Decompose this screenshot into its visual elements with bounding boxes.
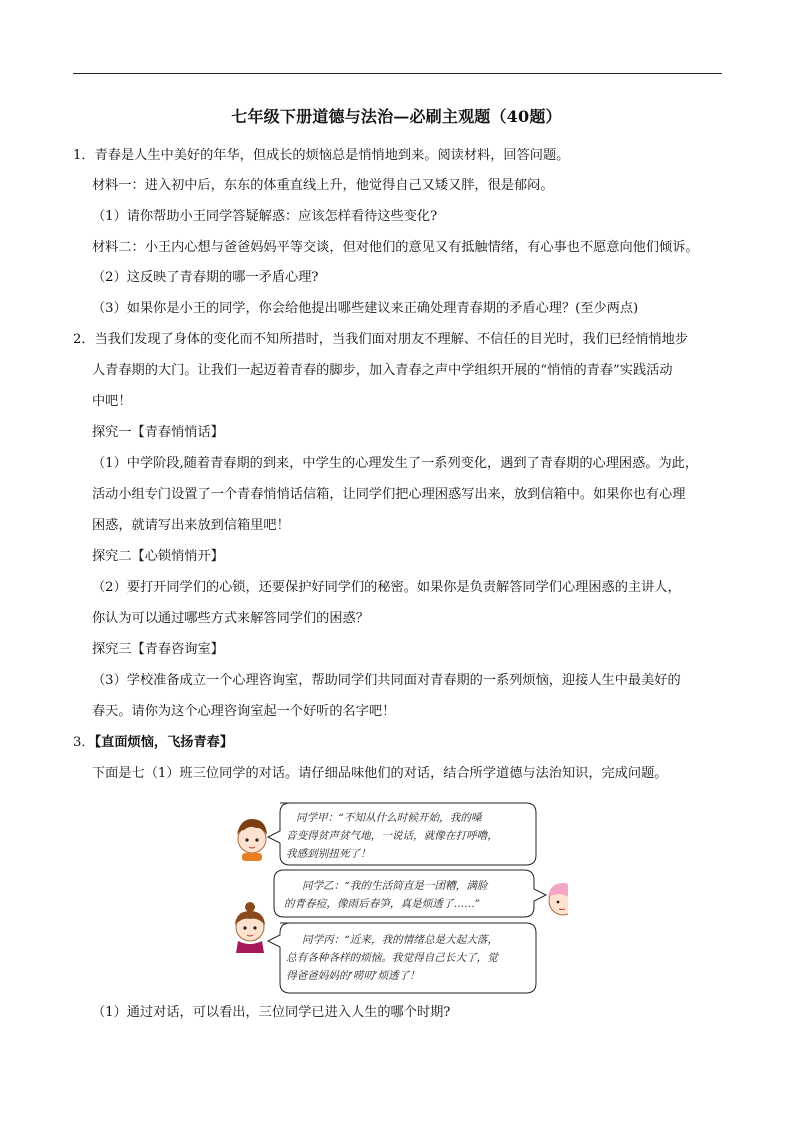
q2-part-2-line-1: （2）要打开同学们的心锁，还要保护好同学们的秘密。如果你是负责解答同学们心理困惑的主讲人， [92,580,681,595]
question-1-stem [73,147,569,165]
question-text: 当我们发现了身体的变化而不知所措时，当我们面对朋友不理解、不信任的目光时，我们已经悄悄地步 [94,332,689,347]
q2-topic-1: 探究一【青春悄悄话】 [92,425,224,440]
student-b-avatar [548,883,568,915]
bubble-c-line-3: 得爸爸妈妈的‘唠叨’烦透了！ [286,970,420,982]
q1-material-1: 材料一：进入初中后，东东的体重直线上升，他觉得自己又矮又胖，很是郁闷。 [92,178,554,193]
bubble-b-line-1: 同学乙：“我的生活简直是一团糟，满脸 [302,880,488,892]
question-heading: 【直面烦恼，飞扬青春】 [94,735,234,750]
q2-part-1-line-2: 活动小组专门设置了一个青春悄悄话信箱，让同学们把心理困惑写出来，放到信箱中。如果你也有心理 [92,487,686,502]
question-number: 2． [73,332,95,347]
q1-sub-3: （3）如果你是小王的同学，你会给他提出哪些建议来正确处理青春期的矛盾心理？(至少两点) [92,301,639,316]
question-text: 青春是人生中美好的年华，但成长的烦恼总是悄悄地到来。阅读材料，回答问题。 [94,148,570,163]
q2-part-1-line-1: （1）中学阶段,随着青春期的到来，中学生的心理发生了一系列变化，遇到了青春期的心理困惑。为此， [92,456,699,471]
bubble-c-line-2: 总有各种各样的烦恼。我觉得自己长大了，觉 [286,952,498,964]
header-rule [73,73,722,74]
q2-topic-2: 探究二【心锁悄悄开】 [92,549,224,564]
speech-bubble-b [274,870,546,917]
question-3-stem [73,734,233,752]
q1-sub-1: （1）请你帮助小王同学答疑解惑：应该怎样看待这些变化? [92,209,438,224]
q2-part-3-line-1: （3）学校准备成立一个心理咨询室，帮助同学们共同面对青春期的一系列烦恼，迎接人生中最美好的 [92,673,681,688]
dialogue-illustration [228,797,568,997]
bubble-b-line-2: 的青春痘，像雨后春笋，真是烦透了……” [284,898,481,910]
q2-part-2-line-2: 你认为可以通过哪些方式来解答同学们的困惑？ [92,611,369,626]
bubble-a-line-2: 音变得贫声贫气地，一说话，就像在打呼噜， [286,830,498,842]
q2-part-1-line-3: 困惑，就请写出来放到信箱里吧！ [92,518,290,533]
q2-topic-3: 探究三【青春咨询室】 [92,642,224,657]
page-title: 七年级下册道德与法治—必刷主观题（40题） [231,107,562,126]
q2-part-3-line-2: 春天。请你为这个心理咨询室起一个好听的名字吧！ [92,704,396,719]
q2-line-2: 人青春期的大门。让我们一起迈着青春的脚步，加入青春之声中学组织开展的“悄悄的青春”实践活动 [92,363,673,378]
speech-bubble-c [268,923,536,993]
question-number: 3． [73,735,95,750]
question-number: 1． [73,148,95,163]
q3-sub-1: （1）通过对话，可以看出，三位同学已进入人生的哪个时期? [92,1005,451,1020]
q1-material-2: 材料二：小王内心想与爸爸妈妈平等交谈，但对他们的意见又有抵触情绪，有心事也不愿意向他们倾诉。 [92,240,699,255]
bubble-a-line-1: 同学甲：“不知从什么时候开始，我的嗓 [296,812,482,824]
bubble-c-line-1: 同学丙：“近来，我的情绪总是大起大落， [302,934,499,946]
q2-line-3: 中吧！ [92,394,132,409]
bubble-a-line-3: 我感到别扭死了！ [286,848,371,860]
q3-intro: 下面是七（1）班三位同学的对话。请仔细品味他们的对话，结合所学道德与法治知识，完成问题。 [92,766,668,781]
speech-bubble-a [268,803,536,865]
student-c-avatar [235,902,265,953]
question-2-stem [73,331,688,349]
q1-sub-2: （2）这反映了青春期的哪一矛盾心理? [92,270,319,285]
student-a-avatar [237,819,267,861]
